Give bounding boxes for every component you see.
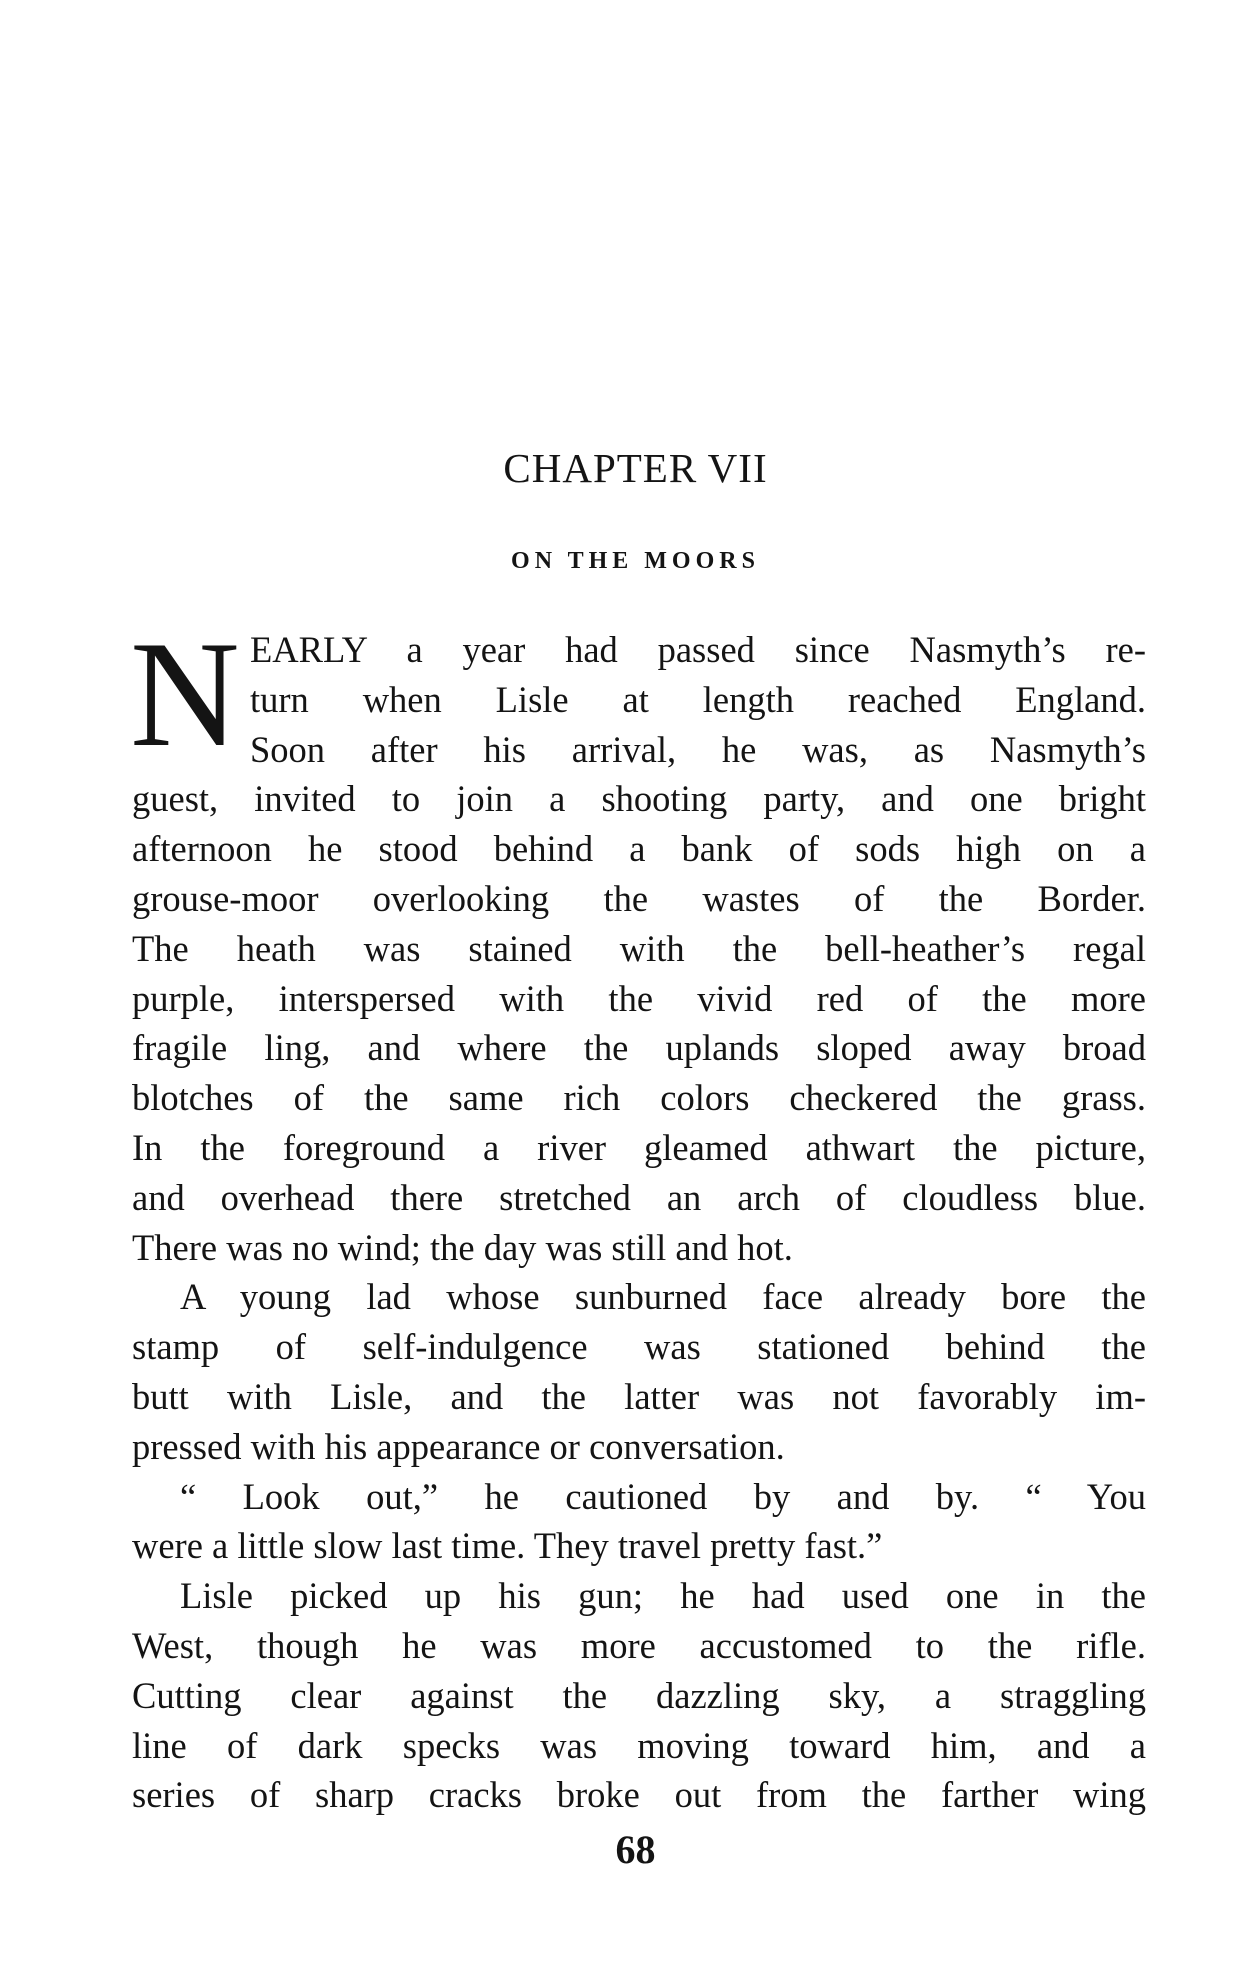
text-line: purple, interspersed with the vivid red of the more xyxy=(132,977,1146,1019)
text-line: A young lad whose sunburned face already bore the xyxy=(180,1276,1146,1318)
text-line: blotches of the same rich colors checkered the grass. xyxy=(132,1077,1146,1119)
text-line: series of sharp cracks broke out from the farther wing xyxy=(132,1774,1146,1816)
text-line: “ Look out,” he cautioned by and by. “ You xyxy=(180,1475,1146,1517)
paragraph-3 xyxy=(132,1472,1146,1572)
drop-cap: N xyxy=(130,610,240,778)
body-text xyxy=(130,610,1146,1820)
text-line: grouse-moor overlooking the wastes of the Border. xyxy=(132,877,1146,919)
text-line: EARLY a year had passed since Nasmyth’s re- xyxy=(250,629,1146,670)
text-line: Soon after his arrival, he was, as Nasmyth’s xyxy=(250,728,1146,770)
text-line: line of dark specks was moving toward him, and a xyxy=(132,1724,1146,1766)
text-line: were a little slow last time. They travel pretty fast.” xyxy=(132,1525,883,1567)
text-line: and overhead there stretched an arch of cloudless blue. xyxy=(132,1176,1146,1218)
chapter-title: CHAPTER VII xyxy=(503,445,768,491)
text-line: butt with Lisle, and the latter was not favorably im- xyxy=(132,1375,1146,1417)
text-line: pressed with his appearance or conversation. xyxy=(132,1425,785,1467)
text-line: Cutting clear against the dazzling sky, a straggling xyxy=(132,1674,1146,1716)
text-line: Lisle picked up his gun; he had used one in the xyxy=(180,1575,1146,1617)
drop-cap-block xyxy=(130,610,1146,778)
text-line: There was no wind; the day was still and hot. xyxy=(132,1226,793,1268)
text-line: In the foreground a river gleamed athwart the picture, xyxy=(132,1126,1146,1168)
text-line: guest, invited to join a shooting party, and one bright xyxy=(132,778,1146,820)
text-line: afternoon he stood behind a bank of sods high on a xyxy=(132,828,1146,870)
text-line: turn when Lisle at length reached England. xyxy=(250,678,1146,720)
chapter-subtitle: ON THE MOORS xyxy=(511,548,760,574)
text-line: fragile ling, and where the uplands sloped away broad xyxy=(132,1027,1146,1069)
text-line: The heath was stained with the bell-heather’s regal xyxy=(132,927,1146,969)
text-line: West, though he was more accustomed to the rifle. xyxy=(132,1624,1146,1666)
paragraph-4 xyxy=(132,1571,1146,1820)
paragraph-1 xyxy=(130,610,1146,1272)
text-line: stamp of self-indulgence was stationed behind the xyxy=(132,1326,1146,1368)
page-number: 68 xyxy=(615,1827,656,1872)
paragraph-2 xyxy=(132,1272,1146,1471)
